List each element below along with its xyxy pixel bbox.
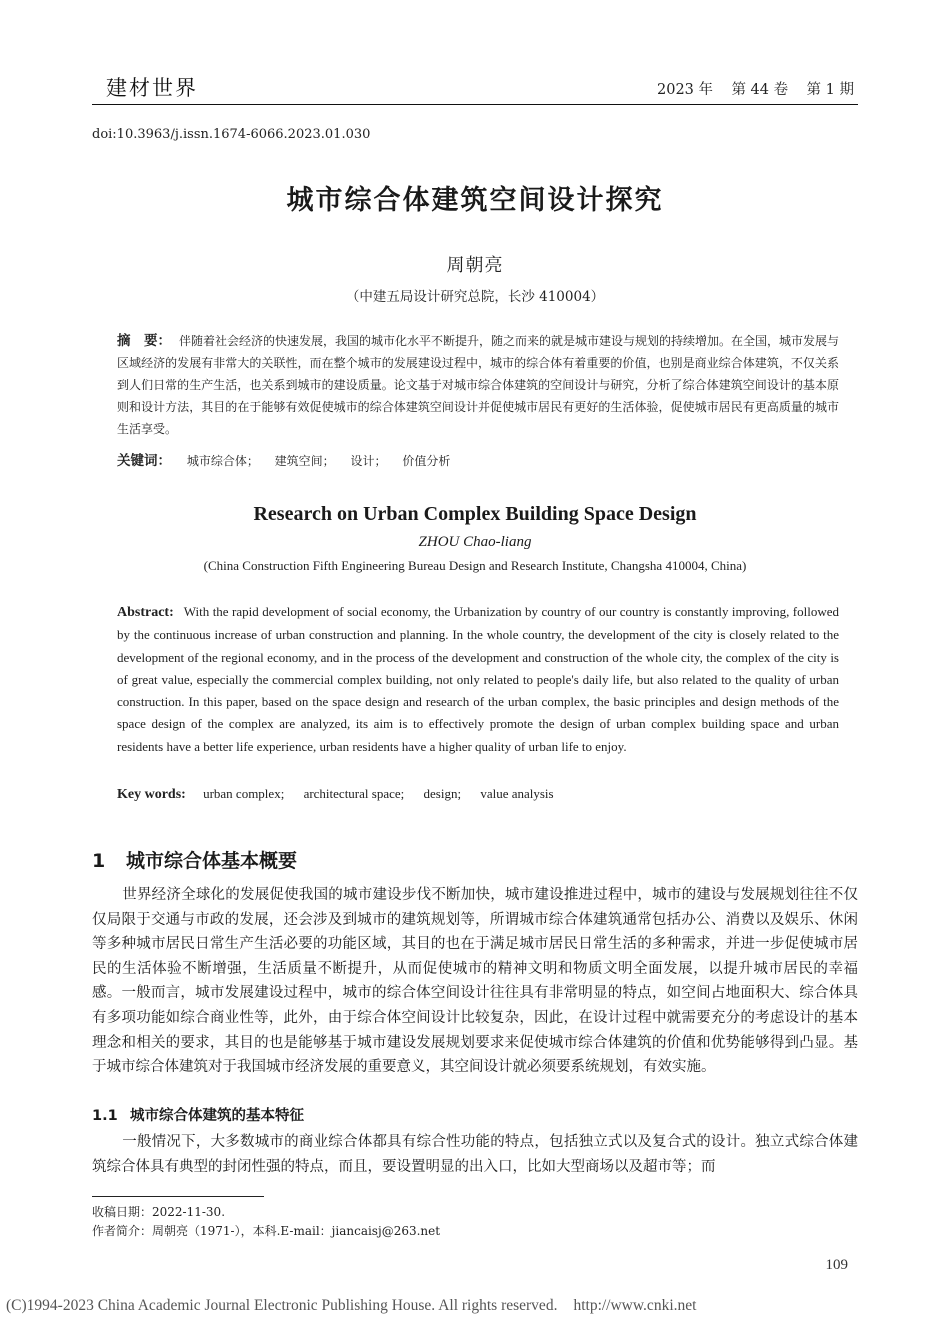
keywords-cn-label: 关键词： (117, 453, 171, 469)
affiliation-cn: （中建五局设计研究总院，长沙 410004） (345, 289, 605, 305)
paper-title-cn: 城市综合体建筑空间设计探究 (286, 185, 664, 216)
keyword-cn: 建筑空间； (274, 454, 335, 468)
paper-title-en: Research on Urban Complex Building Space Design (253, 503, 697, 525)
copyright-text: (C)1994-2023 China Academic Journal Electronic Publishing House. All rights reserved. (6, 1297, 558, 1314)
keyword-en: urban complex; (203, 786, 285, 801)
copyright-notice (6, 1297, 946, 1315)
keyword-cn: 设计； (350, 454, 387, 468)
subsection-title: 城市综合体建筑的基本特征 (130, 1108, 304, 1124)
keywords-en-label: Key words: (117, 787, 186, 802)
header-divider (92, 104, 858, 105)
keywords-cn (117, 449, 462, 469)
subsection-heading (92, 1104, 304, 1125)
body-paragraph (92, 883, 858, 1080)
section-heading (92, 846, 297, 873)
keyword-cn: 价值分析 (402, 454, 451, 468)
subsection-number: 1.1 (92, 1108, 118, 1124)
cnki-link[interactable]: http://www.cnki.net (573, 1297, 697, 1314)
abstract-en (117, 601, 839, 758)
keyword-en: architectural space; (303, 786, 405, 801)
author-cn: 周朝亮 (446, 255, 504, 276)
keyword-en: value analysis (480, 786, 554, 801)
abstract-cn (117, 330, 839, 440)
abstract-en-text: With the rapid development of social economy, the Urbanization by country of our country is constantly improving, followed by the continuous increase of urban construction and planning. In the whole country, the development of the city is closely related to the development of the regional economy, and in the process of the development and construction of the whole city, the complex of the city is of great value, especially the commercial complex building, not only related to people's daily life, but also related to the quality of urban construction. In this paper, based on the space design and research of the urban complex, the basic principles and design methods of the space design of the complex are analyzed, its aim is to effectively promote the design of urban complex building space and urban residents have a better life experience, urban residents have a higher quality of urban life to enjoy. (117, 604, 839, 754)
keyword-en: design; (423, 786, 462, 801)
affiliation-en: (China Construction Fifth Engineering Bureau Design and Research Institute, Changsha 410004, China) (203, 558, 747, 573)
footnote-divider (92, 1196, 264, 1197)
page-number: 109 (825, 1257, 848, 1273)
author-en: ZHOU Chao-liang (418, 534, 532, 550)
abstract-en-label: Abstract: (117, 605, 174, 620)
received-date: 收稿日期：2022-11-30. (92, 1205, 226, 1219)
doi-line: doi:10.3963/j.issn.1674-6066.2023.01.030 (92, 127, 371, 142)
paragraph-text: 一般情况下，大多数城市的商业综合体都具有综合性功能的特点，包括独立式以及复合式的设计。独立式综合体建筑综合体具有典型的封闭性强的特点，而且，要设置明显的出入口，比如大型商场以及超市等；而 (92, 1134, 858, 1175)
paragraph-text: 世界经济全球化的发展促使我国的城市建设步伐不断加快，城市建设推进过程中，城市的建设与发展规划往往不仅仅局限于交通与市政的发展，还会涉及到城市的建筑规划等，所谓城市综合体建筑通常包括办公、消费以及娱乐、休闲等多种城市居民日常生产生活必要的功能区域，其目的也在于满足城市居民日常生活的多种需求，并进一步促使城市居民的生活体验不断增强，生活质量不断提升，从而促使城市的精神文明和物质文明全面发展，以提升城市居民的幸福感。一般而言，城市发展建设过程中，城市的综合体空间设计往往具有非常明显的特点，如空间占地面积大、综合体具有多项功能如综合商业性等，此外，由于综合体空间设计比较复杂，因此，在设计过程中就需要充分的考虑设计的基本理念和相关的要求，其目的也是能够基于城市建设发展规划要求来促使城市综合体建筑的价值和优势能够得到凸显。基于城市综合体建筑对于我国城市经济发展的重要意义，其空间设计就必须要系统规划，有效实施。 (92, 887, 858, 1076)
section-title: 城市综合体基本概要 (126, 850, 298, 872)
journal-name: 建材世界 (106, 76, 198, 100)
issue-info: 2023 年 第 44 卷 第 1 期 (657, 82, 854, 98)
abstract-cn-text: 伴随着社会经济的快速发展，我国的城市化水平不断提升，随之而来的就是城市建设与规划的持续增加。在全国，城市发展与区域经济的发展有非常大的关联性，而在整个城市的发展建设过程中，城市的综合体有着重要的价值，也别是商业综合体建筑，不仅关系到人们日常的生产生活，也关系到城市的建设质量。论文基于对城市综合体建筑的空间设计与研究，分析了综合体建筑空间设计的基本原则和设计方法，其目的在于能够有效促使城市的综合体建筑空间设计并促使城市居民有更好的生活体验，促使城市居民有更高质量的城市生活享受。 (117, 334, 840, 436)
section-number: 1 (92, 850, 106, 872)
abstract-cn-label: 摘 要： (117, 333, 171, 349)
author-bio: 作者简介：周朝亮（1971-），本科.E-mail：jiancaisj@263.net (92, 1224, 441, 1238)
body-paragraph (92, 1130, 858, 1179)
keyword-cn: 城市综合体； (186, 454, 259, 468)
keywords-en (117, 786, 570, 803)
